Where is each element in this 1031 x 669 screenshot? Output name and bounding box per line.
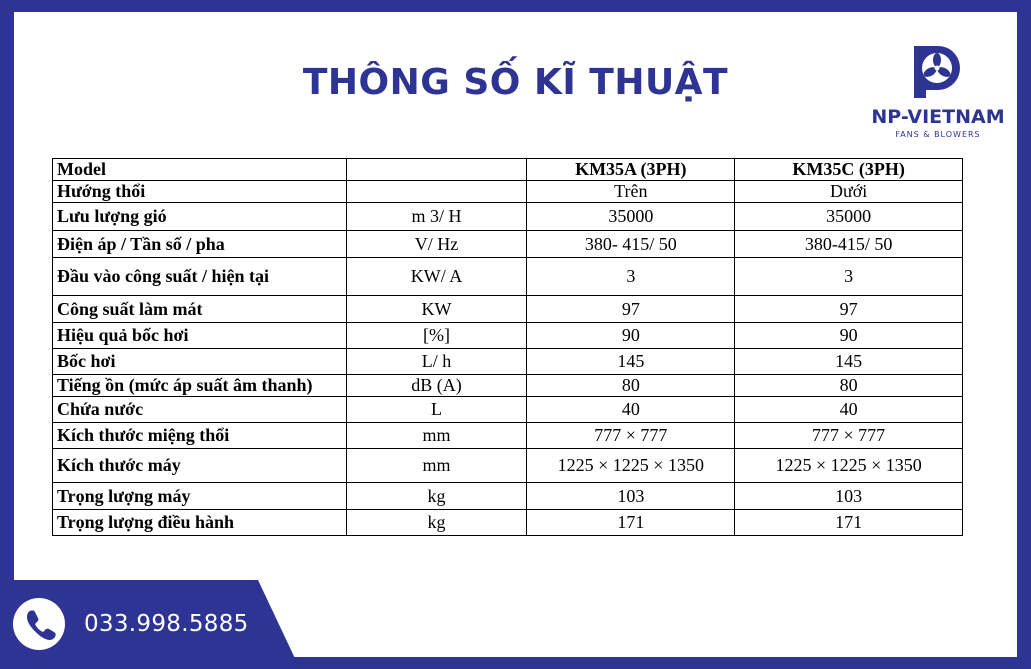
row-label: Đầu vào công suất / hiện tại <box>53 258 347 296</box>
row-unit: L/ h <box>346 349 527 375</box>
table-row <box>53 231 963 258</box>
row-unit <box>346 181 527 203</box>
page-title: THÔNG SỐ KĨ THUẬT <box>302 62 729 103</box>
row-label: Bốc hơi <box>53 349 347 375</box>
row-value-c: 145 <box>735 349 963 375</box>
row-label: Hướng thổi <box>53 181 347 203</box>
phone-button[interactable] <box>13 598 65 650</box>
header-unit <box>346 159 527 181</box>
row-value-a: 90 <box>527 323 735 349</box>
row-label: Trọng lượng máy <box>53 483 347 510</box>
table-row <box>53 483 963 510</box>
row-value-c: 40 <box>735 397 963 423</box>
row-value-a: 1225 × 1225 × 1350 <box>527 449 735 483</box>
frame-top <box>0 0 1031 12</box>
header-model-c: KM35C (3PH) <box>735 159 963 181</box>
row-value-c: 777 × 777 <box>735 423 963 449</box>
row-value-c: 97 <box>735 296 963 323</box>
row-unit: mm <box>346 423 527 449</box>
table-row <box>53 181 963 203</box>
row-value-c: Dưới <box>735 181 963 203</box>
row-value-a: 80 <box>527 375 735 397</box>
row-label: Hiệu quả bốc hơi <box>53 323 347 349</box>
row-value-c: 80 <box>735 375 963 397</box>
row-unit: L <box>346 397 527 423</box>
row-value-a: 40 <box>527 397 735 423</box>
row-value-c: 90 <box>735 323 963 349</box>
table-row <box>53 203 963 231</box>
row-unit: kg <box>346 510 527 536</box>
row-value-c: 380-415/ 50 <box>735 231 963 258</box>
table-row <box>53 323 963 349</box>
phone-number[interactable]: 033.998.5885 <box>84 611 249 637</box>
row-label: Công suất làm mát <box>53 296 347 323</box>
row-value-c: 3 <box>735 258 963 296</box>
row-value-a: 3 <box>527 258 735 296</box>
phone-icon <box>13 598 65 650</box>
table-row <box>53 423 963 449</box>
table-row <box>53 296 963 323</box>
table-row <box>53 449 963 483</box>
row-unit: KW <box>346 296 527 323</box>
brand-logo[interactable] <box>868 44 1008 144</box>
table-row <box>53 397 963 423</box>
row-label: Chứa nước <box>53 397 347 423</box>
row-label: Lưu lượng gió <box>53 203 347 231</box>
row-value-a: 145 <box>527 349 735 375</box>
spec-table <box>52 158 963 536</box>
brand-name: NP-VIETNAM <box>871 106 1005 128</box>
row-label: Trọng lượng điều hành <box>53 510 347 536</box>
row-label: Kích thước máy <box>53 449 347 483</box>
row-unit: [%] <box>346 323 527 349</box>
fan-logo-icon <box>912 44 962 100</box>
row-value-a: 103 <box>527 483 735 510</box>
table-header-row <box>53 159 963 181</box>
row-value-a: 777 × 777 <box>527 423 735 449</box>
row-unit: KW/ A <box>346 258 527 296</box>
row-value-a: 380- 415/ 50 <box>527 231 735 258</box>
brand-tagline: FANS & BLOWERS <box>895 130 981 139</box>
table-row <box>53 349 963 375</box>
row-value-a: 171 <box>527 510 735 536</box>
row-value-a: Trên <box>527 181 735 203</box>
row-value-c: 171 <box>735 510 963 536</box>
row-unit: m 3/ H <box>346 203 527 231</box>
row-value-c: 103 <box>735 483 963 510</box>
header-model-a: KM35A (3PH) <box>527 159 735 181</box>
row-value-c: 35000 <box>735 203 963 231</box>
row-value-a: 97 <box>527 296 735 323</box>
row-value-c: 1225 × 1225 × 1350 <box>735 449 963 483</box>
row-label: Tiếng ồn (mức áp suất âm thanh) <box>53 375 347 397</box>
row-unit: mm <box>346 449 527 483</box>
table-row <box>53 510 963 536</box>
row-unit: kg <box>346 483 527 510</box>
table-row <box>53 258 963 296</box>
row-label: Điện áp / Tần số / pha <box>53 231 347 258</box>
header-model-label: Model <box>53 159 347 181</box>
row-label: Kích thước miệng thổi <box>53 423 347 449</box>
row-value-a: 35000 <box>527 203 735 231</box>
row-unit: V/ Hz <box>346 231 527 258</box>
row-unit: dB (A) <box>346 375 527 397</box>
table-row <box>53 375 963 397</box>
